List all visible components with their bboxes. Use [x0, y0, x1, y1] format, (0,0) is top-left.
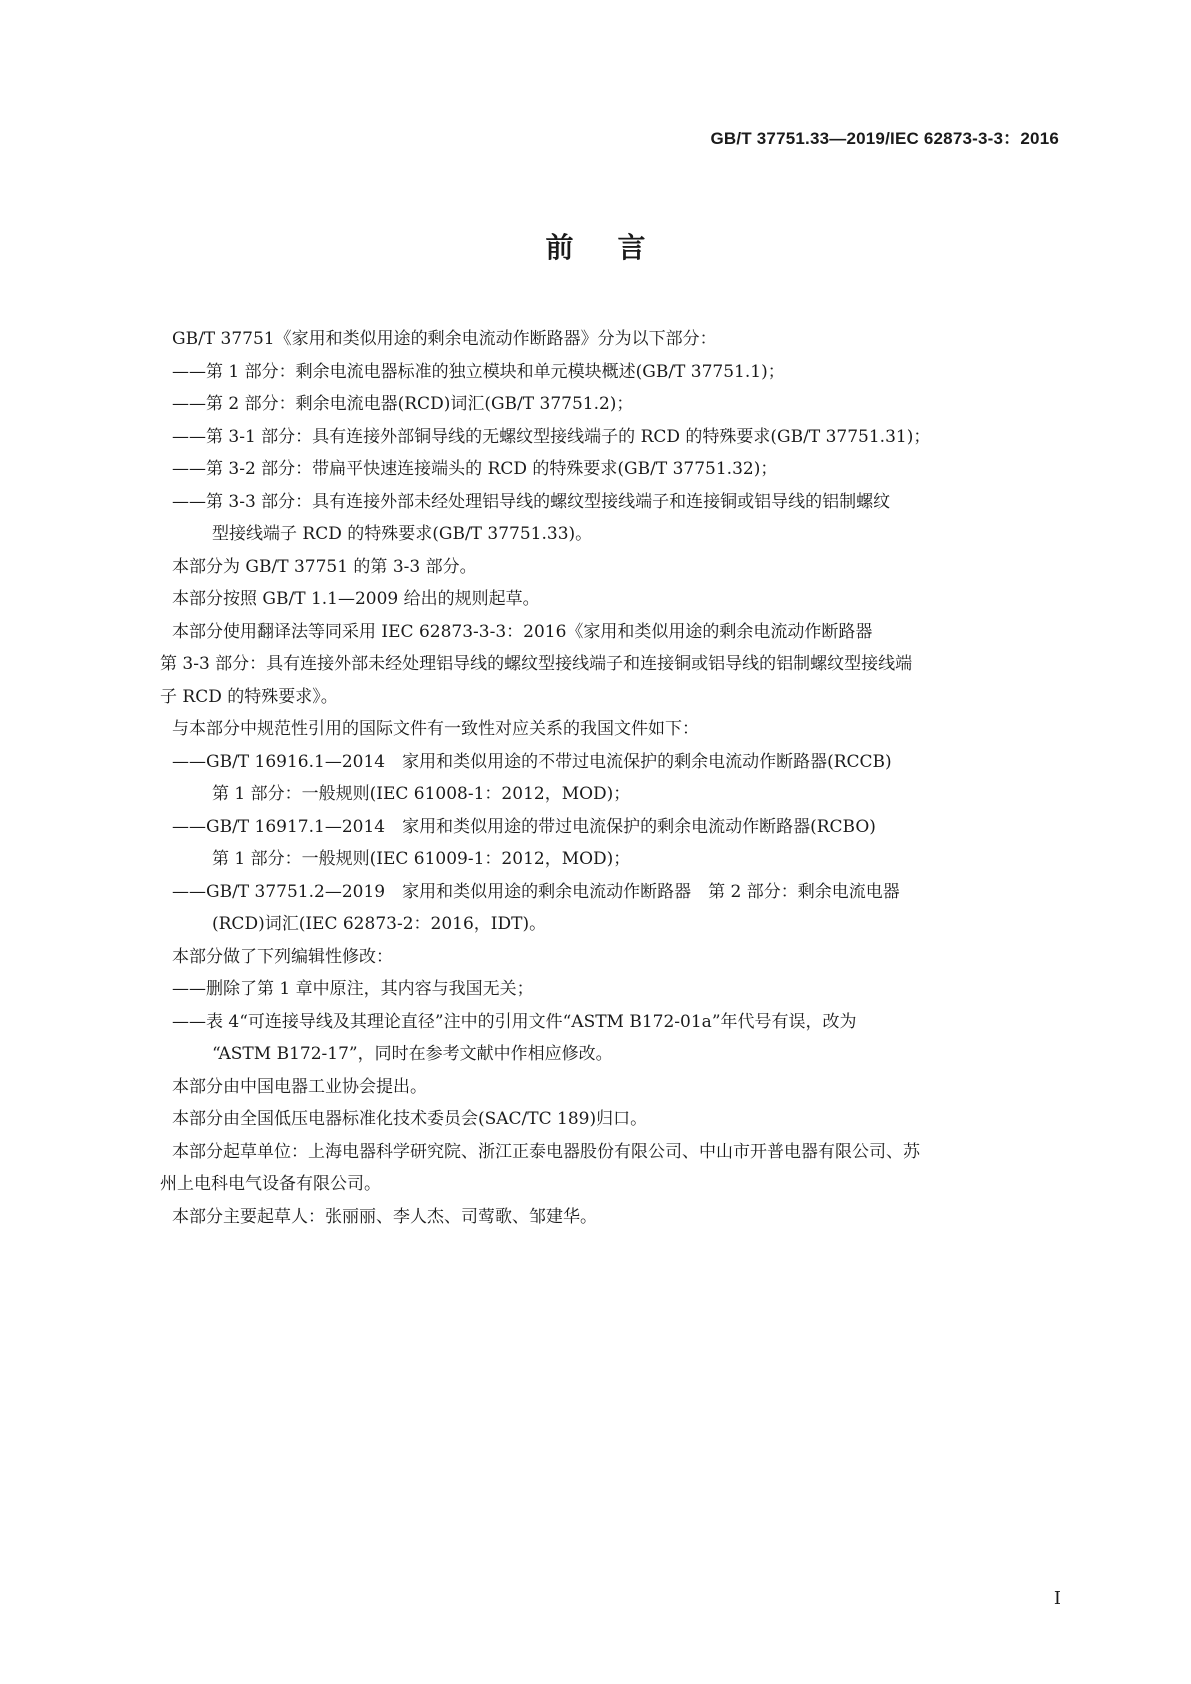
standard-code-header: GB/T 37751.33—2019/IEC 62873-3-3：2016 — [710, 129, 1059, 148]
paragraph-continuation: 第 3-3 部分：具有连接外部未经处理铝导线的螺纹型接线端子和连接铜或铝导线的铝制螺纹型接线端 — [160, 654, 913, 674]
dash-bullet: —— — [172, 491, 206, 512]
dash-bullet: —— — [172, 361, 206, 382]
paragraph: 本部分起草单位：上海电器科学研究院、浙江正泰电器股份有限公司、中山市开普电器有限公司、苏 — [172, 1141, 920, 1162]
list-item — [172, 486, 1060, 519]
list-item-text: GB/T 16917.1—2014 家用和类似用途的带过电流保护的剩余电流动作断路器(RCBO) — [206, 816, 876, 837]
list-item-text: 表 4“可连接导线及其理论直径”注中的引用文件“ASTM B172-01a”年代号有误，改为 — [206, 1011, 857, 1032]
paragraph: 本部分由全国低压电器标准化技术委员会(SAC/TC 189)归口。 — [172, 1109, 648, 1129]
list-item — [172, 356, 1060, 389]
list-item — [172, 421, 1060, 454]
list-item-continuation: 第 1 部分：一般规则(IEC 61009-1：2012，MOD)； — [212, 849, 631, 869]
list-item-text: 第 3-1 部分：具有连接外部铜导线的无螺纹型接线端子的 RCD 的特殊要求(GB/T 37751.31)； — [206, 426, 931, 447]
list-item — [172, 811, 1060, 844]
dash-bullet: —— — [172, 1011, 206, 1032]
dash-bullet: —— — [172, 394, 206, 414]
list-item-text: 第 1 部分：剩余电流电器标准的独立模块和单元模块概述(GB/T 37751.1)； — [206, 361, 785, 382]
dash-bullet: —— — [172, 816, 206, 837]
dash-bullet: —— — [172, 979, 206, 999]
list-item — [172, 746, 1060, 779]
list-item-text: 第 2 部分：剩余电流电器(RCD)词汇(GB/T 37751.2)； — [206, 394, 634, 414]
paragraph-continuation: 州上电科电气设备有限公司。 — [160, 1174, 381, 1194]
dash-bullet: —— — [172, 426, 206, 447]
list-item-continuation: “ASTM B172-17”，同时在参考文献中作相应修改。 — [212, 1044, 613, 1064]
paragraph: 本部分使用翻译法等同采用 IEC 62873-3-3：2016《家用和类似用途的剩余电流动作断路器 — [172, 621, 873, 642]
list-item — [172, 876, 1060, 909]
list-item — [172, 453, 1060, 486]
list-item — [172, 388, 1060, 421]
page-number: I — [1053, 1588, 1061, 1609]
list-item-text: GB/T 16916.1—2014 家用和类似用途的不带过电流保护的剩余电流动作断路器(RCCB) — [206, 751, 892, 772]
dash-bullet: —— — [172, 881, 206, 902]
page-title: 前言 — [545, 231, 690, 264]
list-item — [172, 1006, 1060, 1039]
foreword-body — [160, 323, 1060, 1233]
dash-bullet: —— — [172, 751, 206, 772]
paragraph: 本部分主要起草人：张丽丽、李人杰、司莺歌、邹建华。 — [172, 1206, 597, 1227]
list-item-continuation: 型接线端子 RCD 的特殊要求(GB/T 37751.33)。 — [212, 524, 593, 544]
paragraph: 本部分做了下列编辑性修改： — [172, 946, 393, 967]
paragraph: 本部分为 GB/T 37751 的第 3-3 部分。 — [172, 556, 477, 577]
paragraph: 本部分按照 GB/T 1.1—2009 给出的规则起草。 — [172, 589, 540, 609]
list-item-continuation: 第 1 部分：一般规则(IEC 61008-1：2012，MOD)； — [212, 784, 631, 804]
paragraph-continuation: 子 RCD 的特殊要求》。 — [160, 686, 338, 707]
intro-paragraph: GB/T 37751《家用和类似用途的剩余电流动作断路器》分为以下部分： — [172, 329, 717, 349]
list-item-text: 第 3-2 部分：带扁平快速连接端头的 RCD 的特殊要求(GB/T 37751.32)； — [206, 459, 778, 479]
list-item-text: 删除了第 1 章中原注，其内容与我国无关； — [206, 979, 534, 999]
list-item-text: GB/T 37751.2—2019 家用和类似用途的剩余电流动作断路器 第 2 部分：剩余电流电器 — [206, 881, 900, 902]
list-item-text: 第 3-3 部分：具有连接外部未经处理铝导线的螺纹型接线端子和连接铜或铝导线的铝制螺纹 — [206, 491, 891, 512]
paragraph: 与本部分中规范性引用的国际文件有一致性对应关系的我国文件如下： — [172, 719, 699, 739]
list-item — [172, 973, 1060, 1006]
paragraph: 本部分由中国电器工业协会提出。 — [172, 1076, 427, 1097]
dash-bullet: —— — [172, 459, 206, 479]
list-item-continuation: (RCD)词汇(IEC 62873-2：2016，IDT)。 — [212, 914, 547, 934]
